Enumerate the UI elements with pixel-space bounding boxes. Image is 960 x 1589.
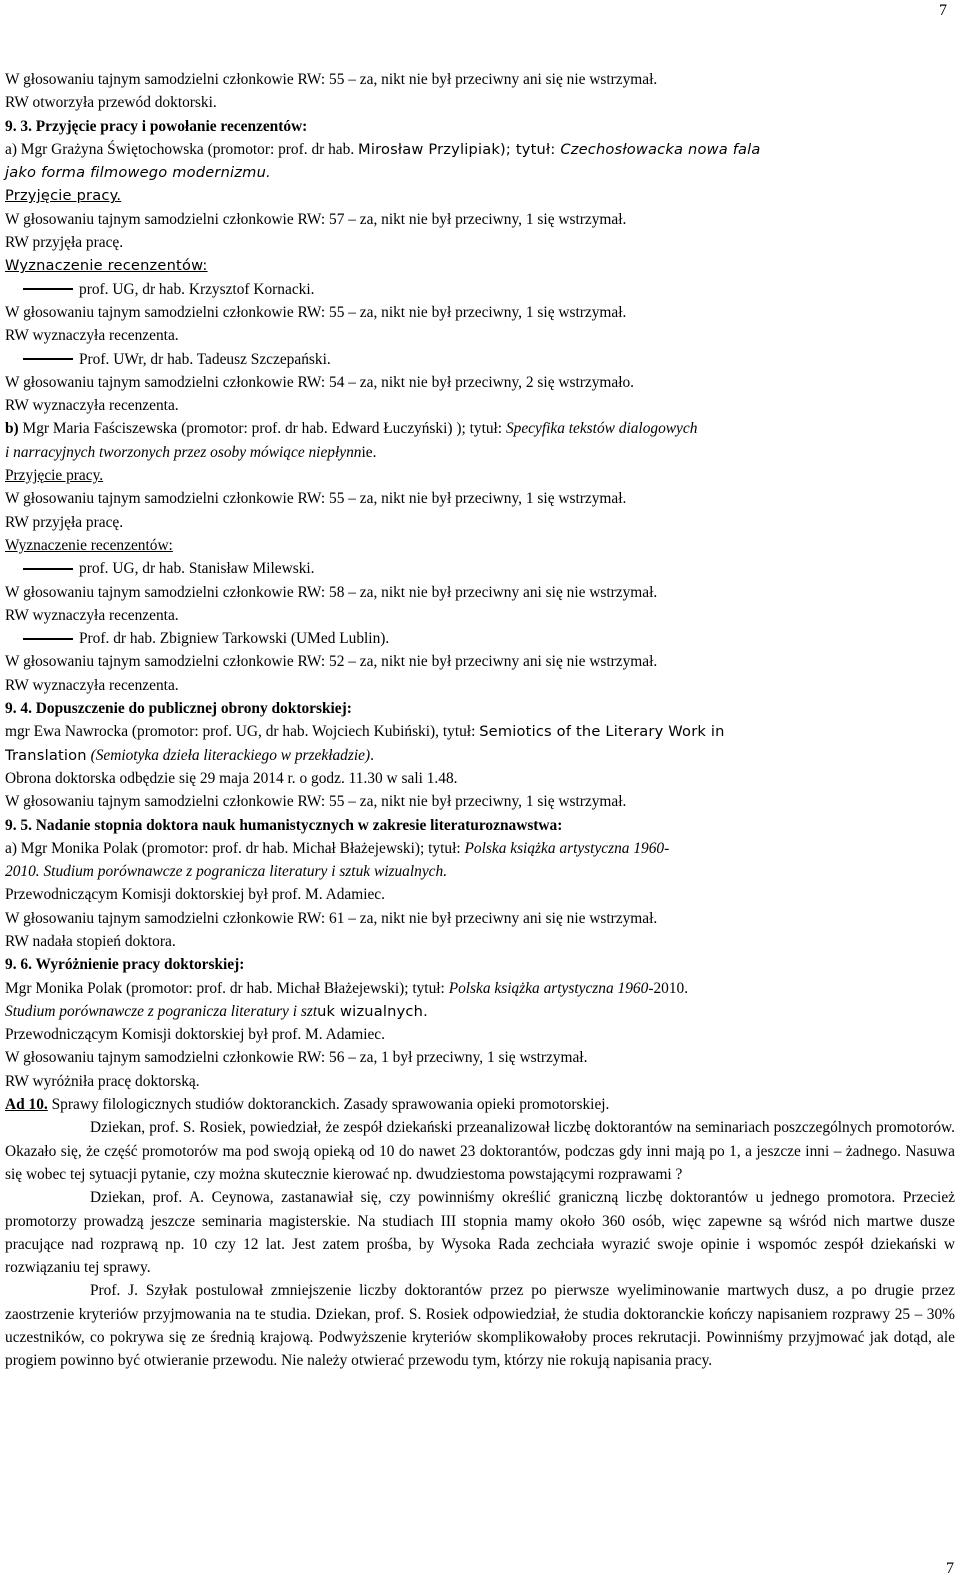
text-line [5,837,955,860]
text-line [5,1000,955,1023]
text-line: RW przyjęła pracę. [5,513,124,531]
text-line: Obrona doktorska odbędzie się 29 maja 2014 r. o godz. 11.30 w sali 1.48. [5,769,458,787]
text-span: prof. UG, dr hab. Krzysztof Kornacki. [79,280,315,298]
text-line: RW nadała stopień doktora. [5,932,176,950]
text-line: W głosowaniu tajnym samodzielni członkowie RW: 61 – za, nikt nie był przeciwny ani się nie wstrzymał. [5,909,658,927]
text-span: . [370,746,374,764]
text-line: RW przyjęła pracę. [5,234,124,252]
text-span: Prof. UWr, dr hab. Tadeusz Szczepański. [79,350,331,368]
text-line: Przewodniczącym Komisji doktorskiej był prof. M. Adamiec. [5,1026,385,1044]
paragraph: Dziekan, prof. S. Rosiek, powiedział, że zespół dziekański przeanalizował liczbę doktorantów na seminariach poszczególnych promotorów. Okazało się, że część promotorów ma pod swoją opieką od 10 do nawet 23 doktorantów, podczas gdy inni mają po 1, a jeszcze inni – żadnego. Nasuwa się wobec tej sytuacji pytanie, czy można skutecznie kierować np. dwudziestoma powstającymi rozprawami ? [5,1119,955,1183]
text-line: RW wyróżniła pracę doktorską. [5,1072,200,1090]
section-heading: 9. 4. Dopuszczenie do publicznej obrony doktorskiej: [5,700,352,718]
subheading: Wyznaczenie recenzentów: [5,536,173,554]
paragraph: Prof. J. Szyłak postulował zmniejszenie liczby doktorantów przez po pierwsze wyeliminowanie martwych dusz, a po drugie przez zaostrzenie kryteriów przyjmowania na te studia. Dziekan, prof. S. Rosiek odpowiedział, że studia doktoranckie kończy napisaniem rozprawy 25 – 30% uczestników, co pokrywa się ze średnią krajową. Podwyższenie kryteriów skomplikowałoby proces rekrutacji. Powinniśmy przyjmować jak dotąd, ale progiem powinno być otwieranie przewodu. Nie należy otwierać przewodu tym, którzy nie rokują napisania pracy. [5,1282,955,1370]
text-span: Mgr Maria Faściszewska (promotor: prof. dr hab. Edward Łuczyński) ); tytuł: [18,420,506,438]
document-body [5,68,955,1373]
text-line: W głosowaniu tajnym samodzielni członkowie RW: 52 – za, nikt nie był przeciwny ani się nie wstrzymał. [5,653,658,671]
page-number-bottom: 7 [946,1560,954,1577]
text-span: a) Mgr Monika Polak (promotor: prof. dr hab. Michał Błażejewski); tytuł: [5,839,465,857]
subheading: Przyjęcie pracy. [5,187,122,205]
text-line [5,441,955,464]
thesis-title: Semiotics of the Literary Work in [479,723,725,741]
text-line [5,720,955,743]
section-heading: 9. 5. Nadanie stopnia doktora nauk humanistycznych w zakresie literaturoznawstwa: [5,816,563,834]
text-span: Prof. dr hab. Zbigniew Tarkowski (UMed Lublin). [79,630,390,648]
text-line [5,138,955,161]
text-span: mgr Ewa Nawrocka (promotor: prof. UG, dr hab. Wojciech Kubiński), tytuł: [5,723,480,741]
text-span: (Semiotyka dzieła literackiego w przekładzie) [86,746,371,764]
dash-mark [23,568,73,570]
text-span: Sprawy filologicznych studiów doktoranckich. Zasady sprawowania opieki promotorskiej. [47,1096,610,1114]
dash-mark [23,638,73,640]
thesis-title: Specyfika tekstów dialogowych [505,420,698,438]
thesis-title: Polska książka artystyczna 1960- [464,839,670,857]
thesis-title: 2010. Studium porównawcze z pogranicza literatury i sztuk wizualnych. [5,863,448,881]
text-line: W głosowaniu tajnym samodzielni członkowie RW: 55 – za, nikt nie był przeciwny, 1 się wstrzymał. [5,793,627,811]
text-line: Przewodniczącym Komisji doktorskiej był prof. M. Adamiec. [5,886,385,904]
reviewer-line [23,348,955,371]
thesis-title: i narracyjnych tworzonych przez osoby mówiące niepłynn [5,443,362,461]
reviewer-line [23,627,955,650]
thesis-title: Polska książka artystyczna 1960 [448,979,649,997]
text-line: W głosowaniu tajnym samodzielni członkowie RW: 57 – za, nikt nie był przeciwny, 1 się wstrzymał. [5,210,627,228]
text-span: Mgr Monika Polak (promotor: prof. dr hab. Michał Błażejewski); tytuł: [5,979,449,997]
text-line: RW wyznaczyła recenzenta. [5,397,179,415]
text-line: W głosowaniu tajnym samodzielni członkowie RW: 54 – za, nikt nie był przeciwny, 2 się wstrzymało. [5,373,635,391]
text-span: Mirosław Przylipiak); tytuł: [358,140,561,158]
text-span: ie. [361,443,377,461]
reviewer-line [23,278,955,301]
dash-mark [23,288,73,290]
thesis-title: jako forma filmowego modernizmu. [5,164,271,182]
text-line: W głosowaniu tajnym samodzielni członkowie RW: 55 – za, nikt nie był przeciwny, 1 się wstrzymał. [5,303,627,321]
section-heading: 9. 6. Wyróżnienie pracy doktorskiej: [5,956,245,974]
section-heading: 9. 3. Przyjęcie pracy i powołanie recenzentów: [5,117,308,135]
subheading: Wyznaczenie recenzentów: [5,257,208,275]
thesis-title: Czechosłowacka nowa fala [560,140,761,158]
text-span: b) [5,420,19,438]
text-line [5,977,955,1000]
paragraph: Dziekan, prof. A. Ceynowa, zastanawiał się, czy powinniśmy określić graniczną liczbę doktorantów u jednego promotora. Przecież promotorzy prowadzą jeszcze seminaria magisterskie. Na studiach III stopnia mamy około 360 osób, więc zapewne są wśród nich martwe dusze pracujące nad rozprawą np. 10 czy 12 lat. Jest zatem prośba, by Wysoka Rada zechciała wyrazić swoje opinie i wspomóc zespół dziekański w rozwiązaniu tej sprawy. [5,1189,955,1277]
text-line: RW wyznaczyła recenzenta. [5,676,179,694]
text-line: RW wyznaczyła recenzenta. [5,606,179,624]
text-line: W głosowaniu tajnym samodzielni członkowie RW: 56 – za, 1 był przeciwny, 1 się wstrzymał. [5,1049,588,1067]
text-span: -2010. [648,979,689,997]
reviewer-line [23,557,955,580]
dash-mark [23,358,73,360]
text-line: W głosowaniu tajnym samodzielni członkowie RW: 55 – za, nikt nie był przeciwny ani się nie wstrzymał. [5,71,658,88]
text-span: uk wizualnych. [317,1002,428,1020]
thesis-title: Studium porównawcze z pogranicza literatury i szt [5,1002,318,1020]
page-number-top: 7 [939,2,947,19]
text-line: W głosowaniu tajnym samodzielni członkowie RW: 58 – za, nikt nie był przeciwny ani się nie wstrzymał. [5,583,658,601]
text-line [5,1093,955,1116]
agenda-item-label: Ad 10. [5,1096,48,1114]
text-line [5,744,955,767]
text-line: RW otworzyła przewód doktorski. [5,94,217,112]
text-line [5,417,955,440]
text-span: prof. UG, dr hab. Stanisław Milewski. [79,560,315,578]
text-line: W głosowaniu tajnym samodzielni członkowie RW: 55 – za, nikt nie był przeciwny, 1 się wstrzymał. [5,490,627,508]
text-line: RW wyznaczyła recenzenta. [5,327,179,345]
thesis-title: Translation [5,746,87,764]
text-span: a) Mgr Grażyna Świętochowska (promotor: prof. dr hab. [5,140,359,158]
subheading: Przyjęcie pracy. [5,467,104,485]
